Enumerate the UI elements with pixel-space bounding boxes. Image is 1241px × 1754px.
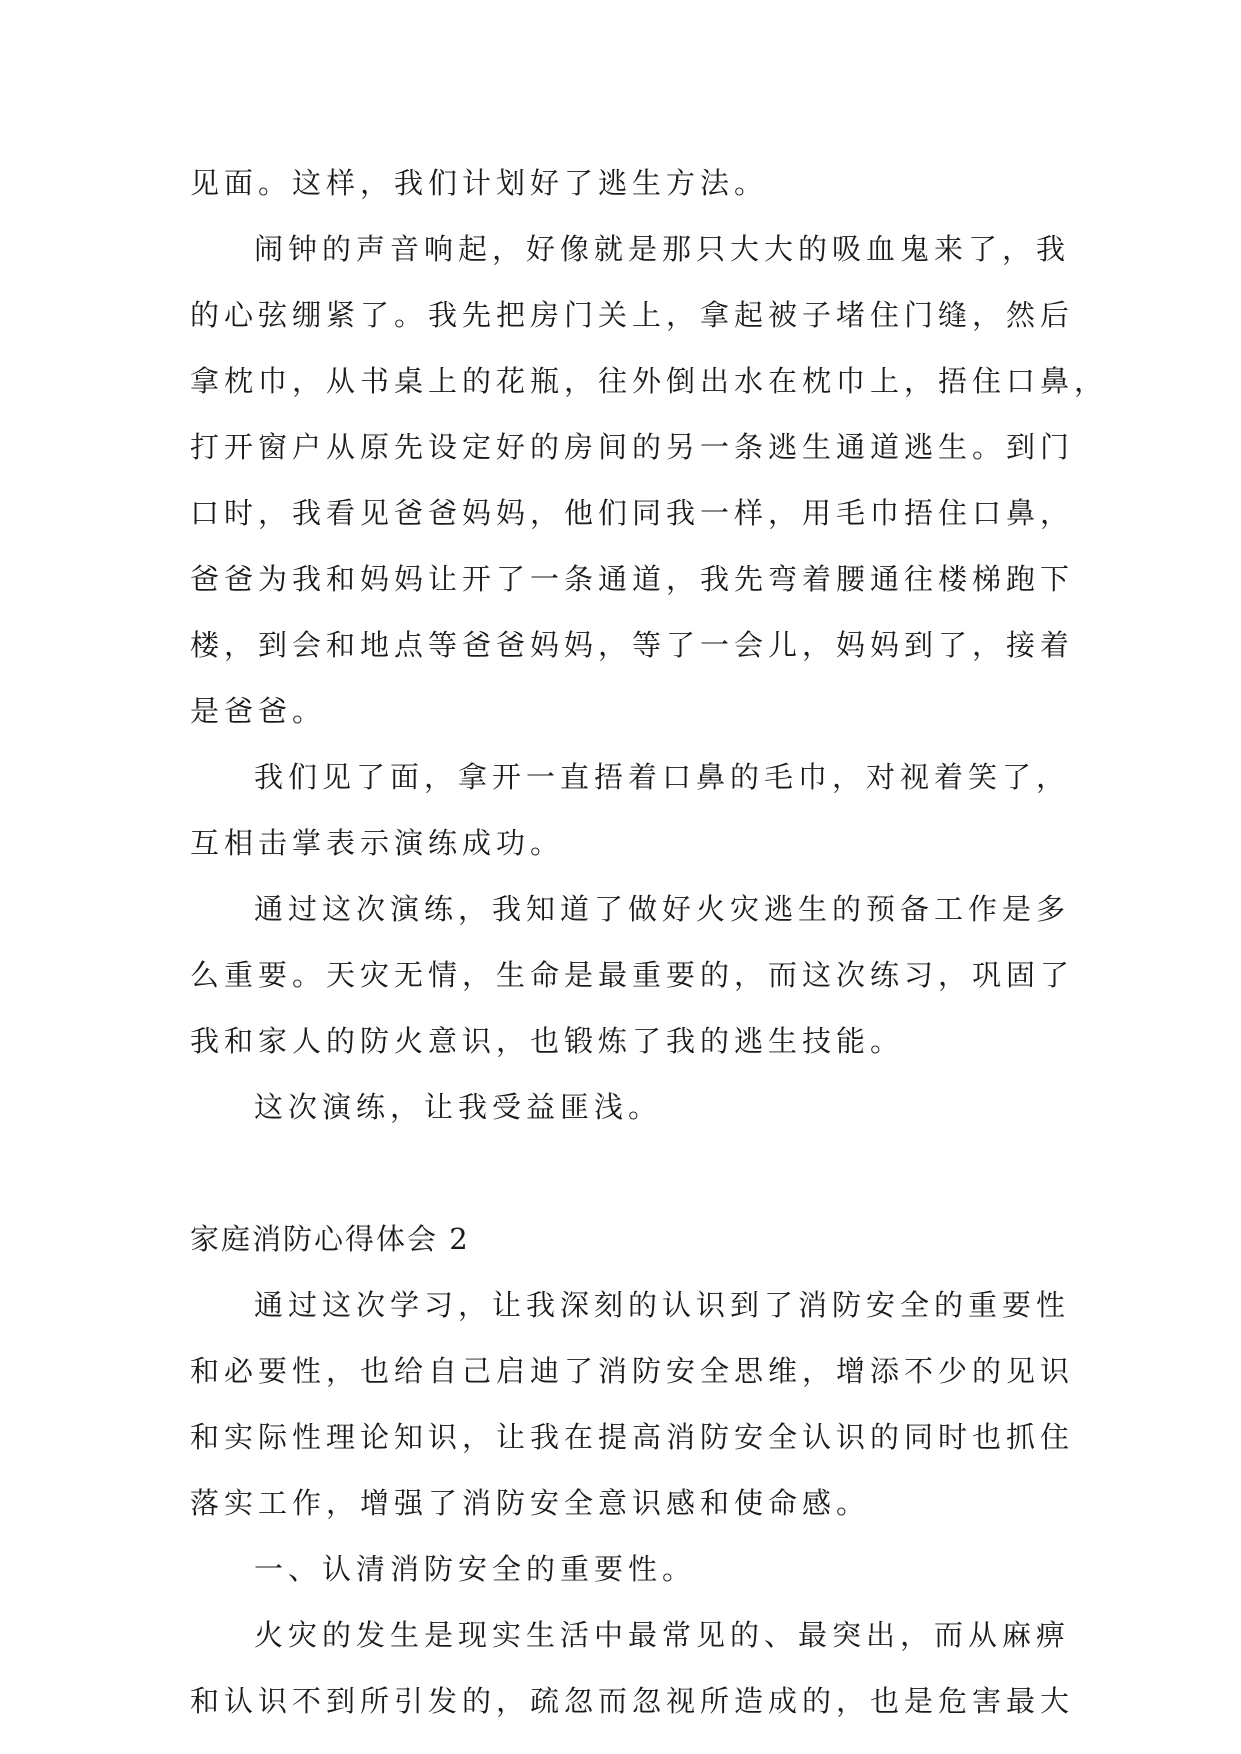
text-line: 和必要性，也给自己启迪了消防安全思维，增添不少的见识 xyxy=(190,1354,1075,1388)
text-line: 我和家人的防火意识，也锻炼了我的逃生技能。 xyxy=(190,1024,905,1058)
text-line: 通过这次学习，让我深刻的认识到了消防安全的重要性 xyxy=(254,1288,1071,1322)
text-line: 见面。这样，我们计划好了逃生方法。 xyxy=(190,166,769,200)
text-line: 我们见了面，拿开一直捂着口鼻的毛巾，对视着笑了， xyxy=(254,760,1071,794)
text-line: 是爸爸。 xyxy=(190,694,327,728)
document-body xyxy=(190,160,1109,1744)
text-line: 打开窗户从原先设定好的房间的另一条逃生通道逃生。到门 xyxy=(190,430,1075,464)
text-line: 楼，到会和地点等爸爸妈妈，等了一会儿，妈妈到了，接着 xyxy=(190,628,1075,662)
text-line: 这次演练，让我受益匪浅。 xyxy=(254,1090,663,1124)
text-line: 么重要。天灾无情，生命是最重要的，而这次练习，巩固了 xyxy=(190,958,1075,992)
text-line: 闹钟的声音响起，好像就是那只大大的吸血鬼来了，我 xyxy=(254,232,1071,266)
text-line: 拿枕巾，从书桌上的花瓶，往外倒出水在枕巾上，捂住口鼻， xyxy=(190,364,1109,398)
text-line: 爸爸为我和妈妈让开了一条通道，我先弯着腰通往楼梯跑下 xyxy=(190,562,1075,596)
text-line: 口时，我看见爸爸妈妈，他们同我一样，用毛巾捂住口鼻， xyxy=(190,496,1075,530)
text-line: 的心弦绷紧了。我先把房门关上，拿起被子堵住门缝，然后 xyxy=(190,298,1075,332)
section-title: 家庭消防心得体会 2 xyxy=(190,1222,470,1256)
text-line: 互相击掌表示演练成功。 xyxy=(190,826,565,860)
section-gap xyxy=(190,1150,1050,1216)
text-line: 通过这次演练，我知道了做好火灾逃生的预备工作是多 xyxy=(254,892,1071,926)
text-line: 和认识不到所引发的，疏忽而忽视所造成的，也是危害最大 xyxy=(190,1684,1075,1718)
text-line: 和实际性理论知识，让我在提高消防安全认识的同时也抓住 xyxy=(190,1420,1075,1454)
text-line: 一、认清消防安全的重要性。 xyxy=(254,1552,697,1586)
text-line: 落实工作，增强了消防安全意识感和使命感。 xyxy=(190,1486,871,1520)
text-line: 火灾的发生是现实生活中最常见的、最突出，而从麻痹 xyxy=(254,1618,1071,1652)
